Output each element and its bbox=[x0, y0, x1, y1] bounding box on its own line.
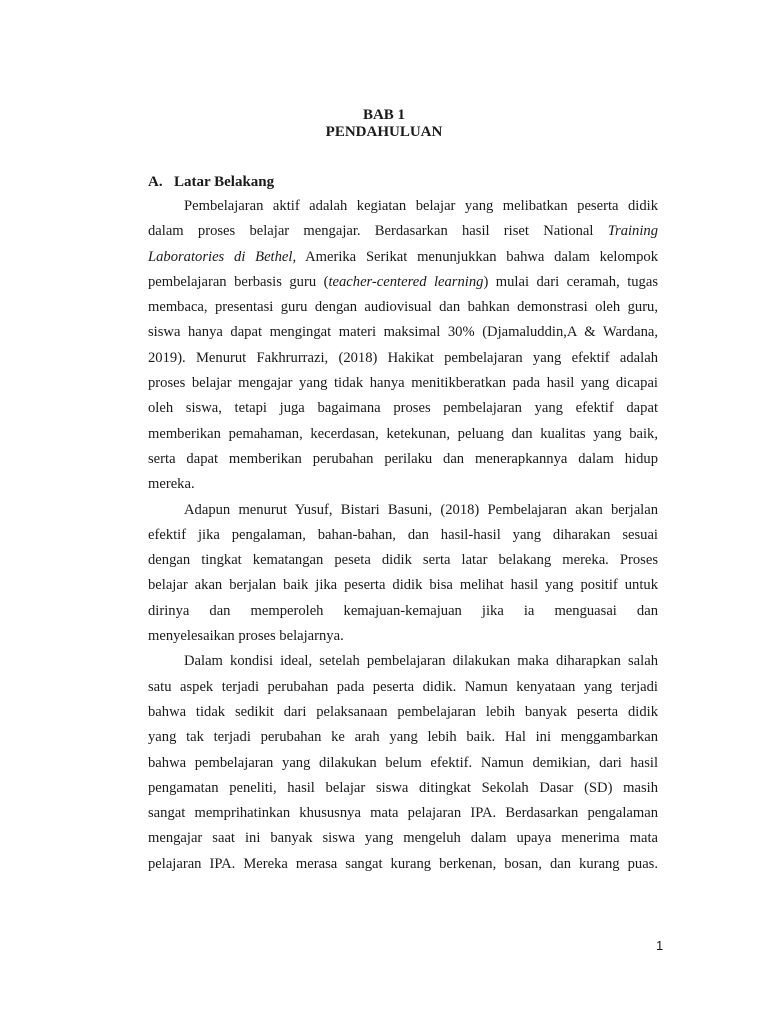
text-line: mereka. bbox=[148, 476, 195, 493]
section-letter: A. bbox=[148, 174, 163, 190]
text-line: dirinya dan memperoleh kemajuan-kemajuan jika ia menguasai dan bbox=[148, 602, 658, 619]
text-line: pelajaran IPA. Mereka merasa sangat kurang berkenan, bosan, dan kurang puas. bbox=[148, 855, 658, 872]
text-line: bahwa tidak sedikit dari pelaksanaan pembelajaran lebih banyak peserta didik bbox=[148, 703, 658, 720]
text-line: sangat memprihatinkan khususnya mata pelajaran IPA. Berdasarkan pengalaman bbox=[148, 805, 658, 822]
paragraph bbox=[148, 498, 658, 650]
text-line: bahwa pembelajaran yang dilakukan belum efektif. Namun demikian, dari hasil bbox=[148, 754, 658, 771]
chapter-title: PENDAHULUAN bbox=[325, 124, 443, 140]
text-line: Dalam kondisi ideal, setelah pembelajaran dilakukan maka diharapkan salah bbox=[184, 653, 658, 670]
section-heading bbox=[148, 172, 274, 192]
text-line: yang tak terjadi perubahan ke arah yang lebih baik. Hal ini menggambarkan bbox=[148, 729, 658, 746]
page-number: 1 bbox=[656, 938, 664, 953]
text-line: dengan tingkat kematangan peseta didik serta latar belakang mereka. Proses bbox=[148, 552, 658, 569]
text-line: mengajar saat ini banyak siswa yang mengeluh dalam upaya menerima mata bbox=[148, 830, 658, 847]
paragraph bbox=[148, 194, 658, 498]
text-line: menyelesaikan proses belajarnya. bbox=[148, 628, 344, 645]
text-line: Laboratories di Bethel, Amerika Serikat menunjukkan bahwa dalam kelompok bbox=[148, 248, 658, 265]
text-line: membaca, presentasi guru dengan audiovisual dan bahkan demonstrasi oleh guru, bbox=[148, 299, 658, 316]
text-line: proses belajar mengajar yang tidak hanya menitikberatkan pada hasil yang dicapai bbox=[148, 375, 658, 392]
body-text bbox=[148, 194, 658, 877]
text-line: serta dapat memberikan perubahan perilaku dan menerapkannya dalam hidup bbox=[148, 450, 658, 467]
text-line: belajar akan berjalan baik jika peserta didik bisa melihat hasil yang positif untuk bbox=[148, 577, 658, 594]
text-line: efektif jika pengalaman, bahan-bahan, dan hasil-hasil yang diharakan sesuai bbox=[148, 526, 658, 543]
text-line: oleh siswa, tetapi juga bagaimana proses pembelajaran yang efektif dapat bbox=[148, 400, 658, 417]
chapter-number: BAB 1 bbox=[362, 107, 406, 123]
text-line: pembelajaran berbasis guru (teacher-centered learning) mulai dari ceramah, tugas bbox=[148, 273, 659, 290]
text-line: pengamatan peneliti, hasil belajar siswa ditingkat Sekolah Dasar (SD) masih bbox=[148, 779, 658, 796]
section-title: Latar Belakang bbox=[174, 174, 275, 190]
text-line: Adapun menurut Yusuf, Bistari Basuni, (2018) Pembelajaran akan berjalan bbox=[184, 501, 658, 518]
text-line: memberikan pemahaman, kecerdasan, ketekunan, peluang dan kualitas yang baik, bbox=[148, 425, 658, 442]
text-line: siswa hanya dapat mengingat materi maksimal 30% (Djamaluddin,A & Wardana, bbox=[148, 324, 658, 341]
text-line: 2019). Menurut Fakhrurrazi, (2018) Hakikat pembelajaran yang efektif adalah bbox=[148, 349, 658, 366]
text-line: satu aspek terjadi perubahan pada peserta didik. Namun kenyataan yang terjadi bbox=[148, 678, 658, 695]
text-line: Pembelajaran aktif adalah kegiatan belajar yang melibatkan peserta didik bbox=[184, 198, 658, 214]
paragraph bbox=[148, 649, 658, 877]
text-line: dalam proses belajar mengajar. Berdasarkan hasil riset National Training bbox=[148, 223, 658, 240]
